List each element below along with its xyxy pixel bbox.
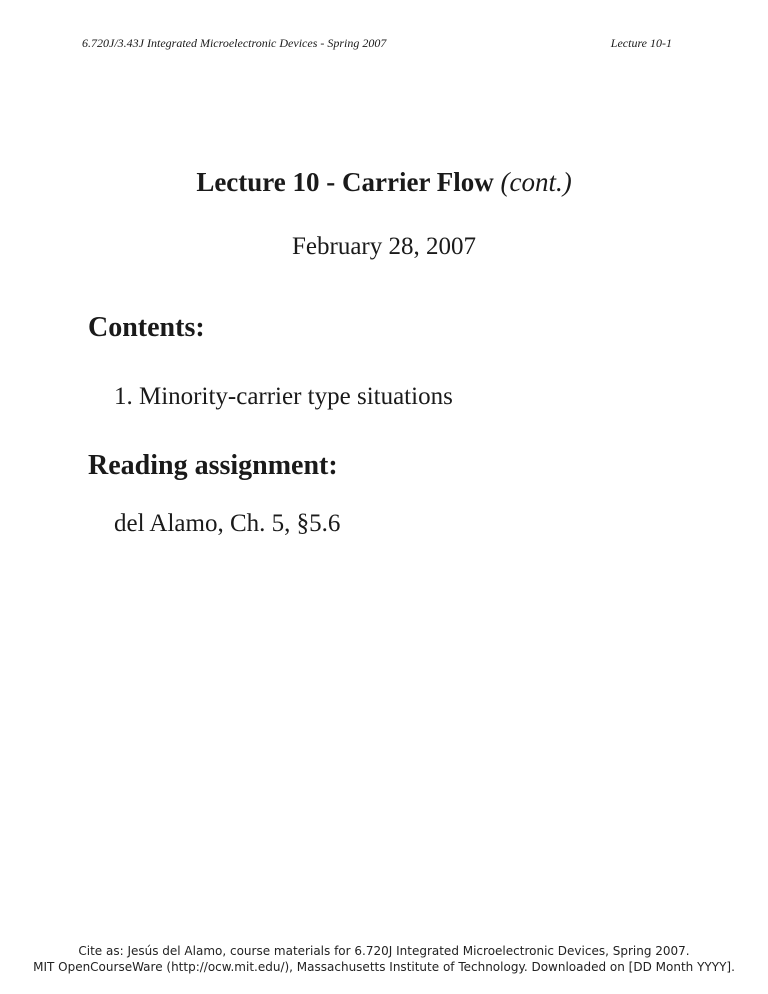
lecture-title-suffix: (cont.) <box>500 167 572 197</box>
reading-heading: Reading assignment: <box>88 450 338 481</box>
reading-text: del Alamo, Ch. 5, §5.6 <box>114 510 341 537</box>
citation-line-1: Cite as: Jesús del Alamo, course materials for 6.720J Integrated Microelectronic Devices, Spring 2007. <box>78 944 690 958</box>
contents-list-item <box>114 383 453 411</box>
running-header-course: 6.720J/3.43J Integrated Microelectronic Devices - Spring 2007 <box>82 36 387 50</box>
contents-heading: Contents: <box>88 312 205 343</box>
citation-line-2: MIT OpenCourseWare (http://ocw.mit.edu/), Massachusetts Institute of Technology. Downloaded on [DD Month YYYY]. <box>33 960 735 974</box>
lecture-title-main: Lecture 10 - Carrier Flow <box>196 167 494 197</box>
lecture-date: February 28, 2007 <box>292 233 476 260</box>
lecture-title <box>0 167 768 198</box>
contents-item-number: 1. <box>114 383 133 410</box>
running-header-page: Lecture 10-1 <box>610 36 672 50</box>
contents-item-text: Minority-carrier type situations <box>139 383 453 410</box>
